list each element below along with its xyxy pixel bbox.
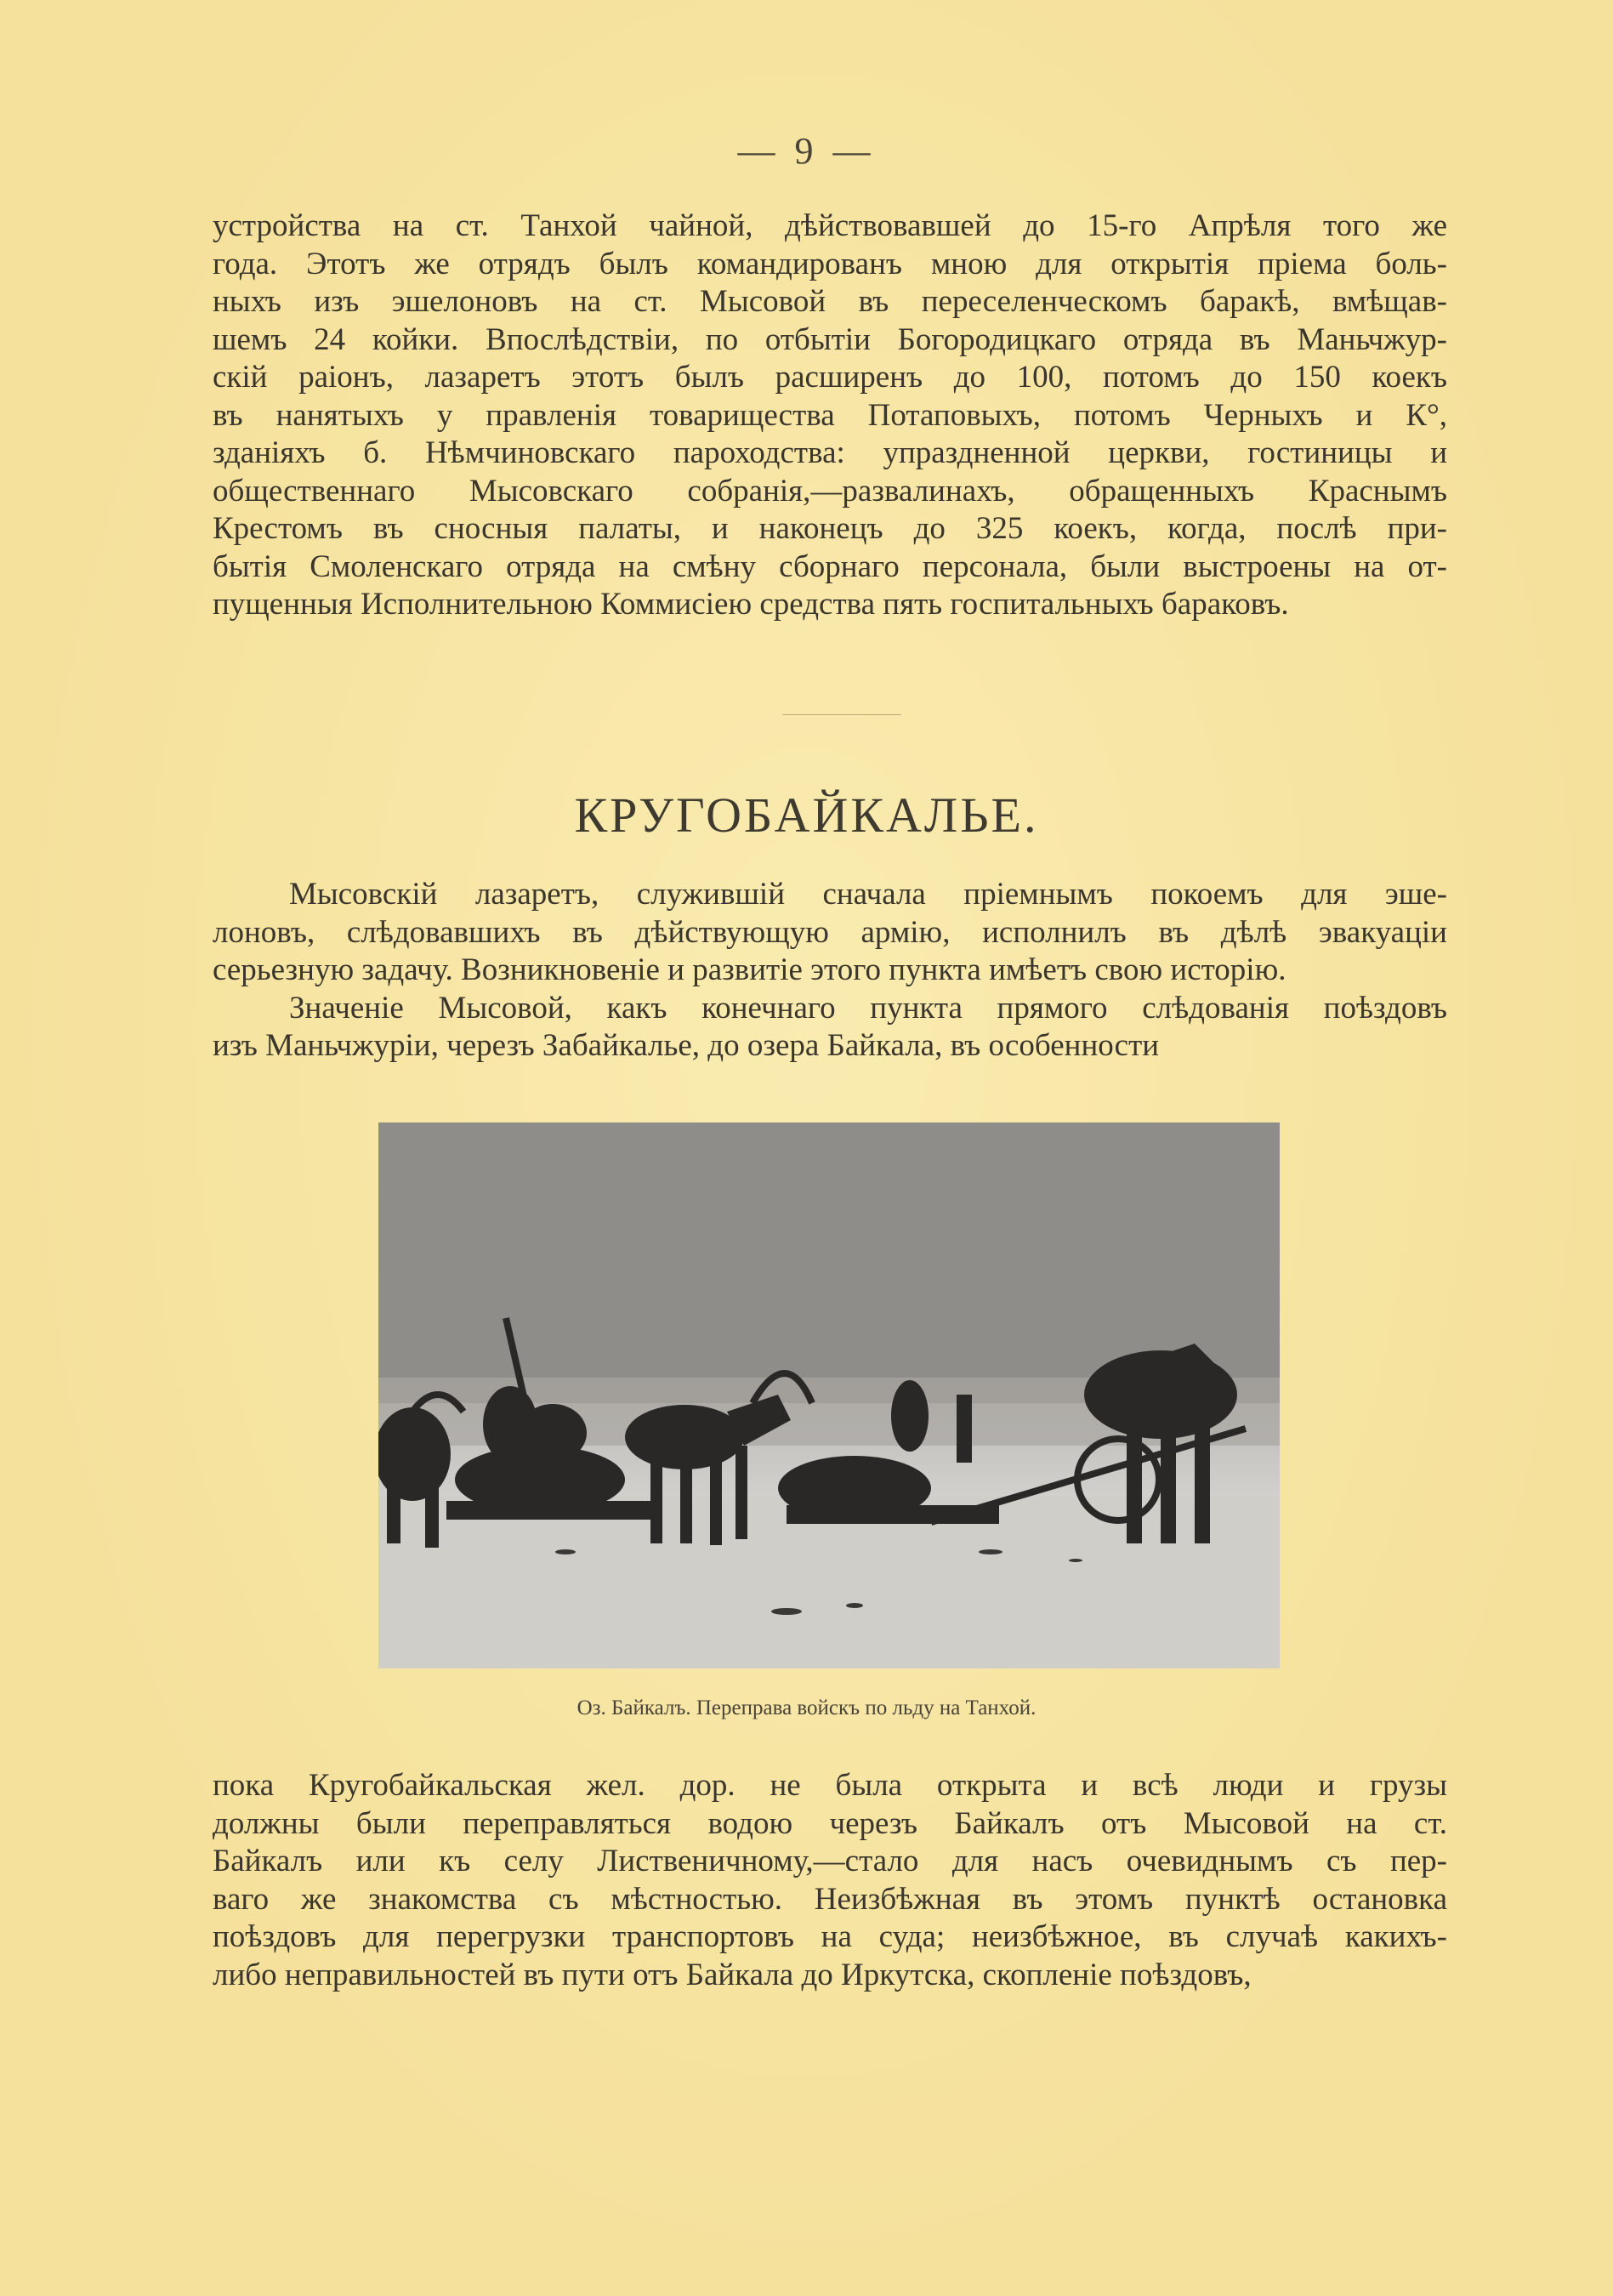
text-line: Байкалъ или къ селу Лиственичному,—стало для насъ очевиднымъ съ пер-	[213, 1844, 1447, 1878]
text-line: пущенныя Исполнительною Коммисіею средства пять госпитальныхъ бараковъ.	[213, 587, 1289, 622]
text-line: поѣздовъ для перегрузки транспортовъ на суда; неизбѣжное, въ случаѣ какихъ-	[213, 1919, 1447, 1954]
text-line: общественнаго Мысовскаго собранія,—развалинахъ, обращенныхъ Краснымъ	[213, 473, 1447, 509]
text-line: лоновъ, слѣдовавшихъ въ дѣйствующую армію, исполнилъ въ дѣлѣ эвакуаціи	[213, 914, 1447, 950]
text-line: года. Этотъ же отрядъ былъ командированъ мною для открытія пріема боль-	[213, 246, 1447, 281]
paragraph-bottom	[213, 1767, 1447, 1994]
photo-sleigh-crossing	[378, 1122, 1280, 1668]
text-line: въ нанятыхъ у правленія товарищества Потаповыхъ, потомъ Черныхъ и К°,	[213, 397, 1447, 433]
text-line: устройства на ст. Танхой чайной, дѣйствовавшей до 15-го Апрѣля того же	[213, 208, 1447, 243]
text-line: Значеніе Мысовой, какъ конечнаго пункта прямого слѣдованія поѣздовъ	[289, 990, 1447, 1026]
text-line: ваго же знакомства съ мѣстностью. Неизбѣжная въ этомъ пунктѣ остановка	[213, 1881, 1447, 1917]
text-line: должны были переправляться водою черезъ Байкалъ отъ Мысовой на ст.	[213, 1805, 1447, 1841]
paragraph-middle	[213, 876, 1447, 1066]
text-line: либо неправильностей въ пути отъ Байкала до Иркутска, скопленіе поѣздовъ,	[213, 1957, 1252, 1992]
text-line: ныхъ изъ эшелоновъ на ст. Мысовой въ переселенческомъ баракѣ, вмѣщав-	[213, 284, 1447, 319]
text-line: зданіяхъ б. Нѣмчиновскаго пароходства: упраздненной церкви, гостиницы и	[213, 435, 1447, 470]
text-line: Мысовскій лазаретъ, служившій сначала пріемнымъ покоемъ для эше-	[289, 877, 1447, 912]
section-divider	[782, 714, 901, 715]
section-title: КРУГОБАЙКАЛЬЕ.	[574, 787, 1039, 843]
text-line: изъ Маньчжуріи, черезъ Забайкалье, до озера Байкала, въ особенности	[213, 1028, 1160, 1063]
paragraph-top	[213, 207, 1447, 624]
photo-caption: Оз. Байкалъ. Переправа войскъ по льду на Танхой.	[576, 1696, 1037, 1719]
page-number: — 9 —	[737, 130, 876, 172]
text-line: шемъ 24 койки. Впослѣдствіи, по отбытіи Богородицкаго отряда въ Маньчжур-	[213, 321, 1447, 357]
text-line: пока Кругобайкальская жел. дор. не была открыта и всѣ люди и грузы	[213, 1768, 1447, 1803]
text-line: бытія Смоленскаго отряда на смѣну сборнаго персонала, были выстроены на от-	[213, 548, 1447, 584]
text-line: скій раіонъ, лазаретъ этотъ былъ расширенъ до 100, потомъ до 150 коекъ	[213, 360, 1447, 395]
text-line: Крестомъ въ сносныя палаты, и наконецъ до 325 коекъ, когда, послѣ при-	[213, 511, 1447, 546]
text-line: серьезную задачу. Возникновеніе и развитіе этого пункта имѣетъ свою исторію.	[213, 952, 1286, 987]
